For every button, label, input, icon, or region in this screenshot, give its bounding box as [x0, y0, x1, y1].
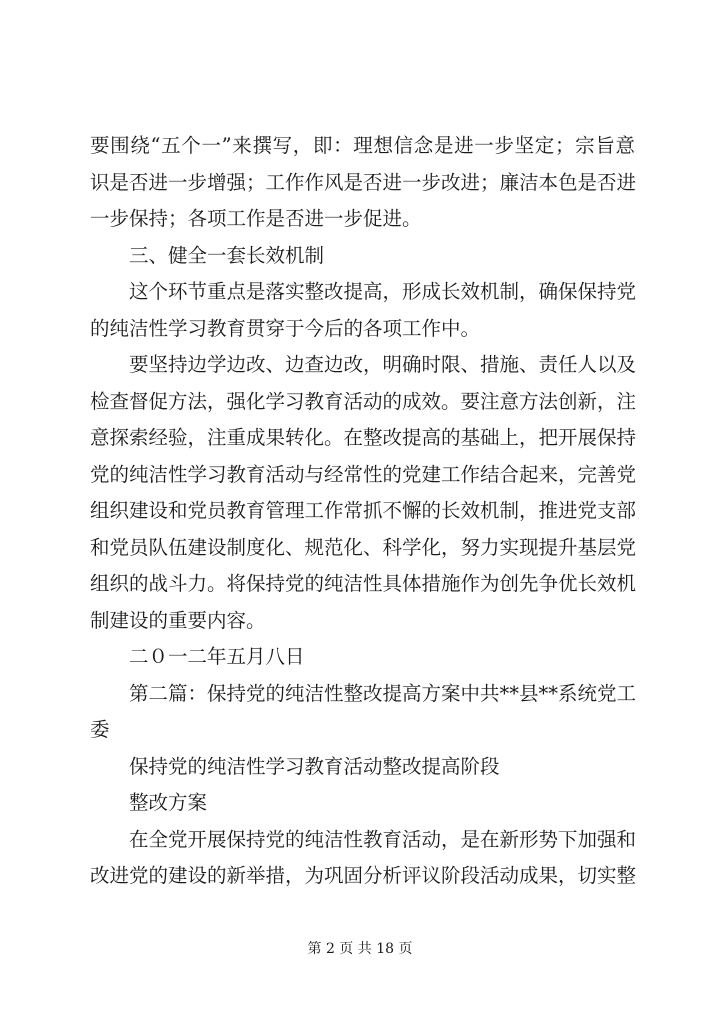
text-line: 组织的战斗力。将保持党的纯洁性具体措施作为创先争优长效机 [90, 572, 637, 595]
page-number: 第 2 页 共 18 页 [307, 941, 413, 957]
text-line: 和党员队伍建设制度化、规范化、科学化，努力实现提升基层党 [90, 535, 637, 559]
text-line: 二０一二年五月八日 [129, 645, 305, 668]
text-line: 的纯洁性学习教育贯穿于今后的各项工作中。 [90, 316, 481, 340]
text-line: 识是否进一步增强；工作作风是否进一步改进；廉洁本色是否进 [90, 170, 637, 194]
text-line: 委 [90, 718, 110, 741]
text-line: 意探索经验，注重成果转化。在整改提高的基础上，把开展保持 [90, 426, 637, 449]
text-line: 在全党开展保持党的纯洁性教育活动，是在新形势下加强和 [129, 827, 637, 851]
text-line: 第二篇：保持党的纯洁性整改提高方案中共**县**系统党工 [129, 681, 637, 705]
text-line: 改进党的建设的新举措，为巩固分析评议阶段活动成果，切实整 [90, 864, 637, 887]
text-line: 检查督促方法，强化学习教育活动的成效。要注意方法创新，注 [90, 389, 637, 413]
text-line: 这个环节重点是落实整改提高，形成长效机制，确保保持党 [129, 280, 637, 303]
text-line: 党的纯洁性学习教育活动与经常性的党建工作结合起来，完善党 [90, 462, 637, 486]
text-line: 组织建设和党员教育管理工作常抓不懈的长效机制，推进党支部 [90, 499, 637, 522]
text-line: 保持党的纯洁性学习教育活动整改提高阶段 [129, 754, 500, 778]
document-body [90, 128, 635, 895]
page-footer [0, 938, 720, 958]
text-line: 三、健全一套长效机制 [129, 243, 325, 267]
text-line: 整改方案 [129, 791, 208, 814]
text-line: 一步保持；各项工作是否进一步促进。 [90, 207, 422, 230]
text-line: 要坚持边学边改、边查边改，明确时限、措施、责任人以及 [129, 353, 637, 376]
text-line: 制建设的重要内容。 [90, 608, 266, 632]
text-line: 要围绕“五个一”来撰写，即：理想信念是进一步坚定；宗旨意 [90, 134, 635, 157]
